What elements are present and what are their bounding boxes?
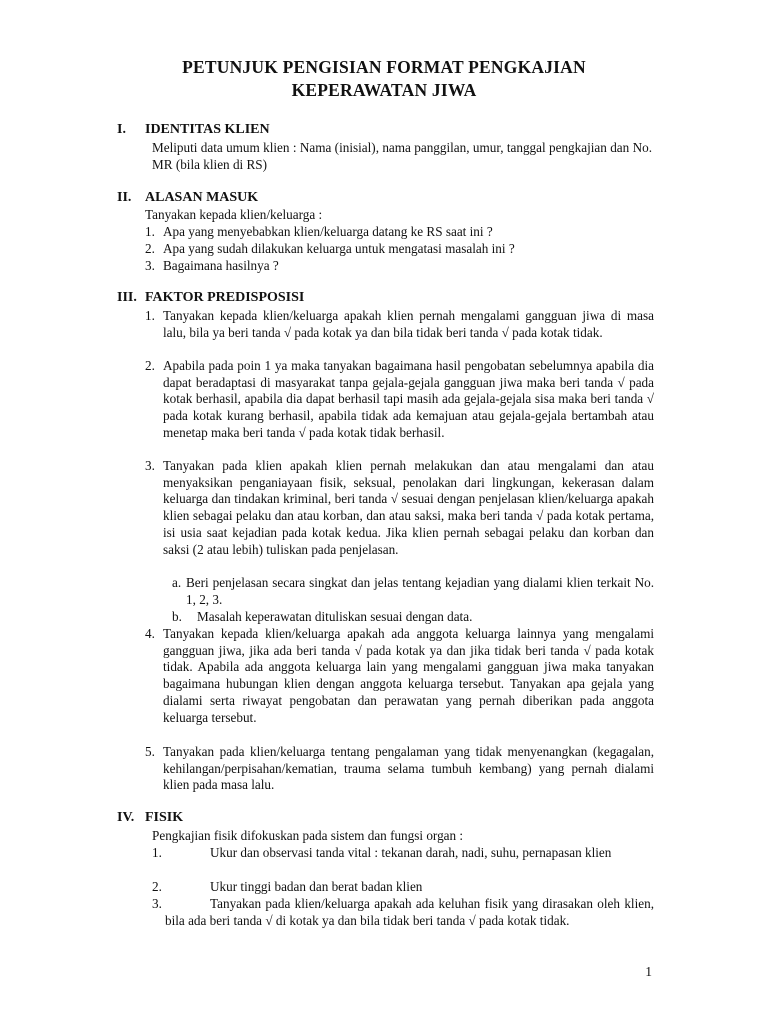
sub-list-item-text: Masalah keperawatan dituliskan sesuai dengan data. — [197, 609, 473, 624]
section-4-intro: Pengkajian fisik difokuskan pada sistem dan fungsi organ : — [152, 828, 464, 843]
list-item-number: 1. — [152, 845, 162, 860]
list-item-number: 1. — [145, 224, 155, 239]
list-item-number: 5. — [145, 744, 155, 759]
list-item-text: Tanyakan pada klien/keluarga apakah ada keluhan fisik yang dirasakan oleh klien, bila ada beri tanda √ di kotak ya dan bila tidak beri tanda √ pada kotak tidak. — [165, 896, 654, 928]
section-4-title: FISIK — [145, 810, 184, 825]
section-3-number: III. — [117, 290, 137, 305]
section-4-heading — [117, 810, 183, 826]
list-item-number: 2. — [145, 241, 155, 256]
section-4-number: IV. — [117, 810, 135, 825]
page-number: 1 — [645, 964, 652, 979]
list-item-number: 1. — [145, 308, 155, 323]
section-2-number: II. — [117, 190, 132, 205]
list-item-text: Tanyakan pada klien/keluarga tentang pengalaman yang tidak menyenangkan (kegagalan, kehilangan/perpisahan/kematian, trauma selama tumbuh kembang) yang pernah dialami klien pada masa lalu. — [163, 744, 654, 793]
list-item-number: 3. — [145, 258, 155, 273]
list-item-number: 2. — [145, 358, 155, 373]
list-item-number: 2. — [152, 879, 162, 894]
sub-list-item-letter: b. — [172, 609, 182, 624]
section-3-heading — [117, 290, 304, 306]
section-1-text: Meliputi data umum klien : Nama (inisial), nama panggilan, umur, tanggal pengkajian dan No. MR (bila klien di RS) — [152, 140, 652, 172]
list-item-number: 4. — [145, 626, 155, 641]
section-2-heading — [117, 190, 258, 206]
title-line-1: PETUNJUK PENGISIAN FORMAT PENGKAJIAN — [182, 57, 586, 77]
list-item-text: Tanyakan pada klien apakah klien pernah melakukan dan atau mengalami dan atau menyaksikan penganiayaan fisik, seksual, penolakan dari lingkungan, kekerasan dalam keluarga dan tindakan kriminal, beri tanda √ sesuai dengan penjelasan klien/keluarga apakah klien sebagai pelaku dan atau korban, dan atau saksi, maka beri tanda √ pada kotak pertama, isi usia saat kejadian pada kotak kedua. Jika klien pernah sebagai pelaku dan korban dan saksi (2 atau lebih) tuliskan pada penjelasan. — [163, 458, 654, 557]
list-item-number: 3. — [152, 896, 162, 911]
list-item-text: Apa yang menyebabkan klien/keluarga datang ke RS saat ini ? — [163, 224, 493, 239]
title-line-2: KEPERAWATAN JIWA — [291, 80, 477, 100]
section-1-title: IDENTITAS KLIEN — [145, 122, 270, 137]
list-item-text: Apa yang sudah dilakukan keluarga untuk mengatasi masalah ini ? — [163, 241, 515, 256]
list-item-text: Bagaimana hasilnya ? — [163, 258, 279, 273]
list-item-text: Ukur tinggi badan dan berat badan klien — [210, 879, 423, 894]
section-1-number: I. — [117, 122, 126, 137]
list-item-text: Ukur dan observasi tanda vital : tekanan darah, nadi, suhu, pernapasan klien — [210, 845, 612, 860]
sub-list-item-text: Beri penjelasan secara singkat dan jelas tentang kejadian yang dialami klien terkait No. 1, 2, 3. — [186, 575, 654, 607]
section-3-title: FAKTOR PREDISPOSISI — [145, 290, 305, 305]
list-item-text: Apabila pada poin 1 ya maka tanyakan bagaimana hasil pengobatan sebelumnya apabila dia dapat beradaptasi di masyarakat tanpa gejala-gejala gangguan jiwa maka beri tanda √ pada kotak berhasil, apabila dia dapat berhasil tapi masih ada gejala-gejala sisa maka beri tanda √ pada kotak kurang berhasil, apabila tidak ada kemajuan atau gejala-gejala bertambah atau menetap maka beri tanda √ pada kotak tidak berhasil. — [163, 358, 654, 440]
section-1-heading — [117, 122, 270, 138]
sub-list-item-letter: a. — [172, 575, 182, 590]
list-item-number: 3. — [145, 458, 155, 473]
section-2-title: ALASAN MASUK — [145, 190, 259, 205]
list-item-text: Tanyakan kepada klien/keluarga apakah klien pernah mengalami gangguan jiwa di masa lalu, bila ya beri tanda √ pada kotak ya dan bila tidak beri tanda √ pada kotak tidak. — [163, 308, 654, 340]
section-2-intro: Tanyakan kepada klien/keluarga : — [145, 207, 323, 222]
list-item-text: Tanyakan kepada klien/keluarga apakah ada anggota keluarga lainnya yang mengalami gangguan jiwa, jika ada beri tanda √ pada kotak ya dan jika tidak beri tanda √ pada kotak tidak. Apabila ada anggota keluarga lain yang mengalami gangguan jiwa maka tanyakan bagaimana hubungan klien dengan anggota keluarga tersebut. Tanyakan apa gejala yang dialami serta riwayat pengobatan dan perawatan yang pernah diberikan pada anggota keluarga tersebut. — [163, 626, 654, 725]
